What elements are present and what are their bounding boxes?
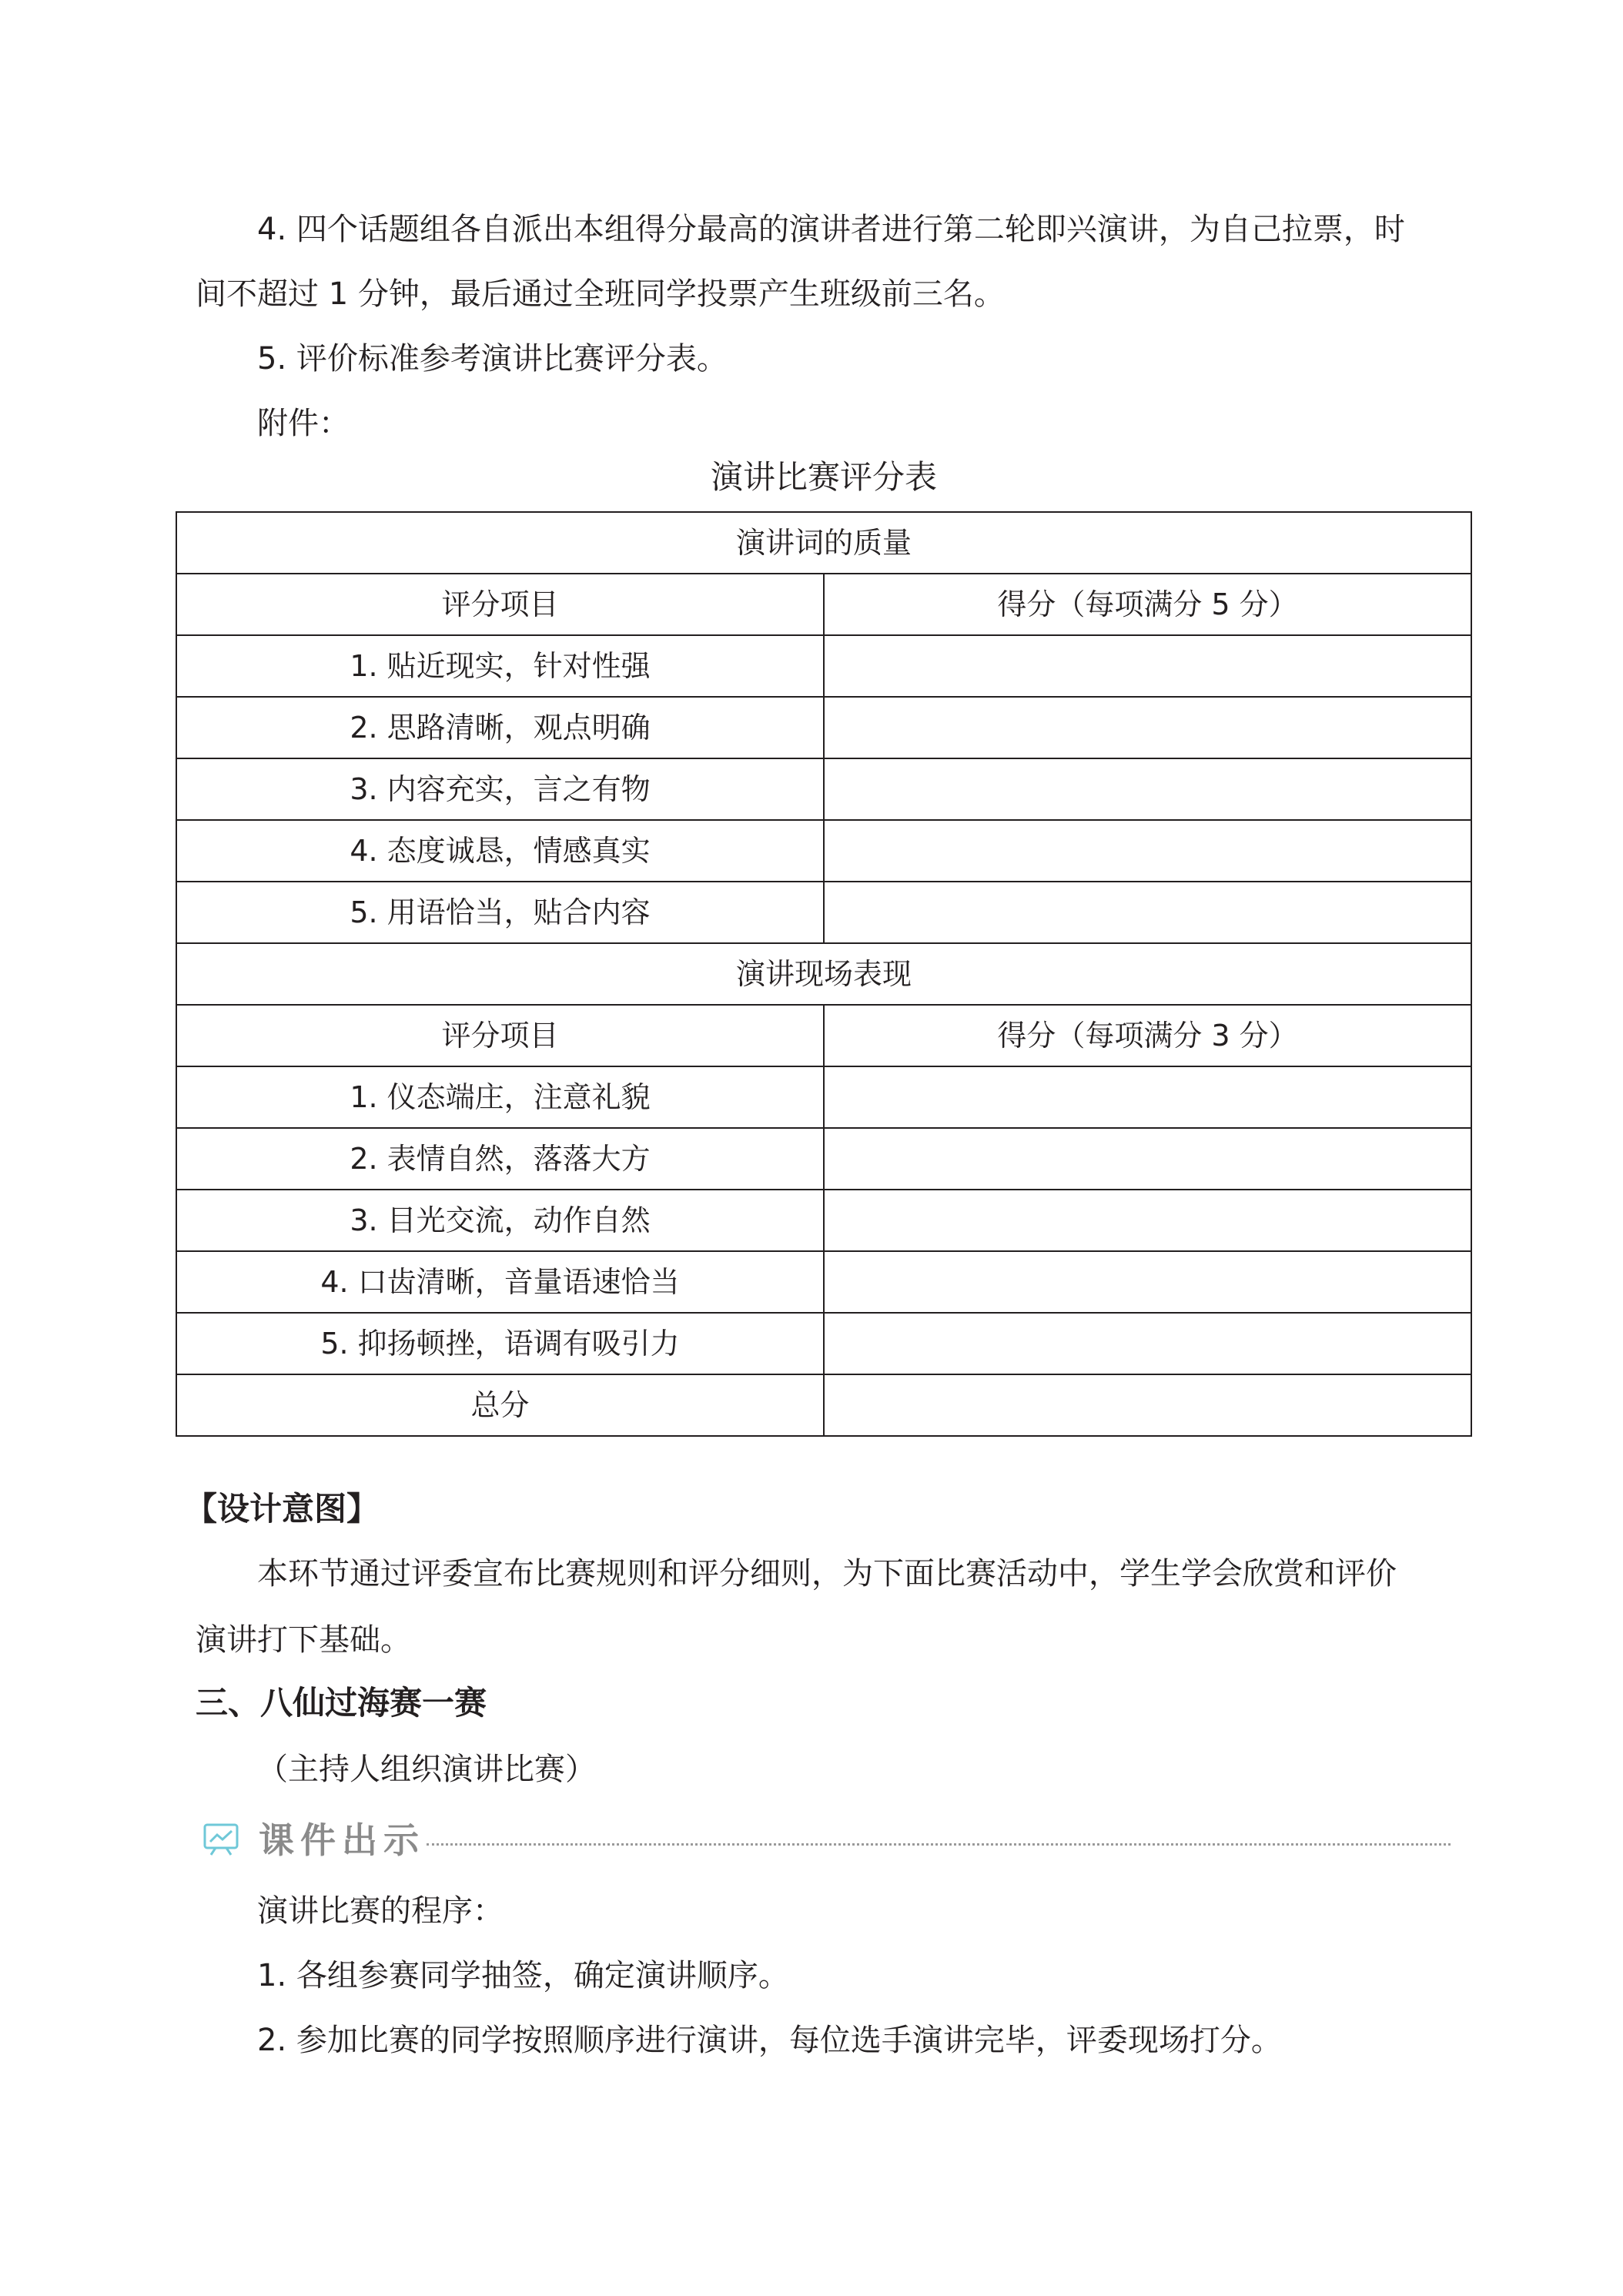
table-row — [176, 820, 1471, 882]
presentation-icon — [203, 1823, 239, 1856]
criterion-cell: 4. 态度诚恳，情感真实 — [176, 820, 824, 882]
table-row — [176, 1190, 1471, 1251]
table-row — [176, 1374, 1471, 1436]
section-3-heading: 三、八仙过海赛一赛 — [196, 1684, 487, 1722]
column-header-score: 得分（每项满分 5 分） — [824, 574, 1471, 635]
criterion-cell: 3. 内容充实，言之有物 — [176, 758, 824, 820]
criterion-cell: 3. 目光交流，动作自然 — [176, 1190, 824, 1251]
table-caption: 演讲比赛评分表 — [710, 458, 937, 496]
section-title: 演讲词的质量 — [176, 512, 1471, 574]
criterion-cell: 1. 贴近现实，针对性强 — [176, 635, 824, 697]
criterion-cell: 5. 用语恰当，贴合内容 — [176, 882, 824, 943]
procedure-title: 演讲比赛的程序： — [257, 1893, 504, 1929]
design-intent-line-1: 本环节通过评委宣布比赛规则和评分细则，为下面比赛活动中，学生学会欣赏和评价 — [257, 1556, 1397, 1591]
table-row — [176, 1251, 1471, 1313]
score-cell — [824, 697, 1471, 758]
table-row — [176, 758, 1471, 820]
design-intent-heading: 【设计意图】 — [185, 1490, 380, 1528]
criterion-cell: 1. 仪态端庄，注意礼貌 — [176, 1066, 824, 1128]
paragraph-4-line-1: 4. 四个话题组各自派出本组得分最高的演讲者进行第二轮即兴演讲，为自己拉票，时 — [257, 212, 1405, 247]
paragraph-4-line-2: 间不超过 1 分钟，最后通过全班同学投票产生班级前三名。 — [196, 276, 1005, 312]
score-cell — [824, 635, 1471, 697]
criterion-cell: 2. 表情自然，落落大方 — [176, 1128, 824, 1190]
criterion-cell: 2. 思路清晰，观点明确 — [176, 697, 824, 758]
criterion-cell: 4. 口齿清晰，音量语速恰当 — [176, 1251, 824, 1313]
attachment-label: 附件： — [257, 406, 350, 441]
dotted-divider — [427, 1843, 1451, 1846]
score-cell — [824, 1066, 1471, 1128]
table-row — [176, 882, 1471, 943]
column-header-item: 评分项目 — [176, 574, 824, 635]
table-row — [176, 1313, 1471, 1374]
table-row — [176, 943, 1471, 1005]
score-cell — [824, 1313, 1471, 1374]
score-cell — [824, 758, 1471, 820]
table-row — [176, 697, 1471, 758]
column-header-item: 评分项目 — [176, 1005, 824, 1066]
total-label: 总分 — [176, 1374, 824, 1436]
procedure-step-2: 2. 参加比赛的同学按照顺序进行演讲，每位选手演讲完毕，评委现场打分。 — [257, 2023, 1282, 2058]
score-cell — [824, 882, 1471, 943]
score-cell — [824, 1190, 1471, 1251]
score-cell — [824, 1251, 1471, 1313]
table-row — [176, 1066, 1471, 1128]
criterion-cell: 5. 抑扬顿挫，语调有吸引力 — [176, 1313, 824, 1374]
courseware-label: 课件出示 — [259, 1819, 425, 1861]
section-3-note: （主持人组织演讲比赛） — [257, 1752, 596, 1787]
score-cell — [824, 820, 1471, 882]
courseware-banner — [203, 1817, 1451, 1863]
table-row — [176, 574, 1471, 635]
table-row — [176, 1128, 1471, 1190]
column-header-score: 得分（每项满分 3 分） — [824, 1005, 1471, 1066]
table-row — [176, 635, 1471, 697]
table-row — [176, 512, 1471, 574]
design-intent-line-2: 演讲打下基础。 — [196, 1622, 411, 1658]
score-cell — [824, 1128, 1471, 1190]
procedure-step-1: 1. 各组参赛同学抽签，确定演讲顺序。 — [257, 1958, 789, 1993]
table-row — [176, 1005, 1471, 1066]
section-title: 演讲现场表现 — [176, 943, 1471, 1005]
scoring-table — [176, 511, 1472, 1437]
paragraph-5: 5. 评价标准参考演讲比赛评分表。 — [257, 341, 728, 377]
total-score-cell — [824, 1374, 1471, 1436]
